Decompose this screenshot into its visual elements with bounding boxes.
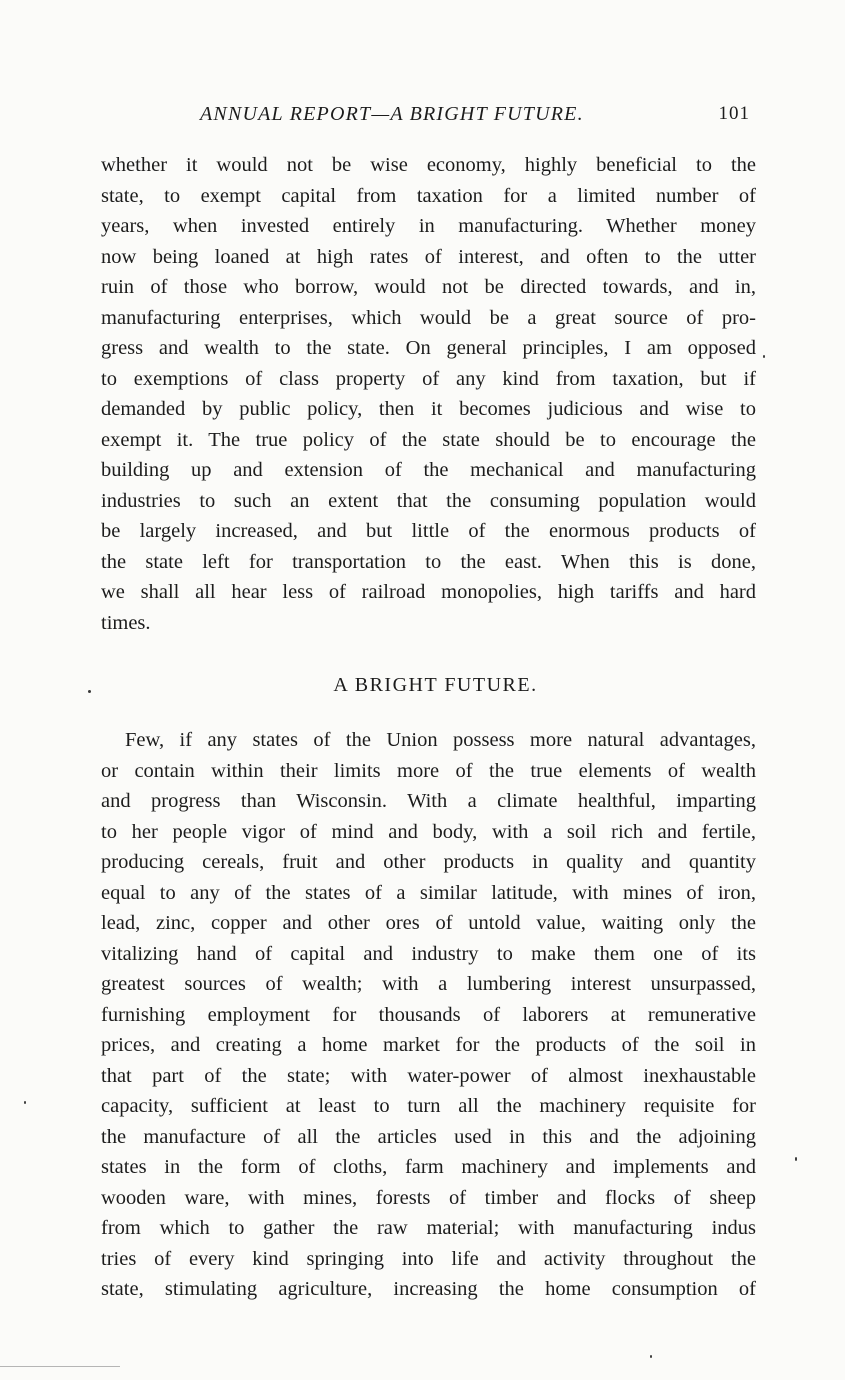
- text-line: industries to such an extent that the consuming population would: [101, 489, 756, 512]
- running-header: [200, 103, 750, 133]
- scan-speck: [795, 1157, 797, 1161]
- text-line: equal to any of the states of a similar latitude, with mines of iron,: [101, 881, 756, 904]
- page-number: 101: [718, 103, 750, 124]
- text-line: wooden ware, with mines, forests of timber and flocks of sheep: [101, 1186, 756, 1209]
- text-line: vitalizing hand of capital and industry to make them one of its: [101, 942, 756, 965]
- text-line: times.: [101, 611, 151, 634]
- text-line: prices, and creating a home market for the products of the soil in: [101, 1034, 756, 1056]
- text-line: greatest sources of wealth; with a lumbering interest unsurpassed,: [101, 973, 756, 995]
- section-heading: A BRIGHT FUTURE.: [333, 674, 538, 696]
- text-line: state, to exempt capital from taxation for a limited number of: [101, 184, 756, 207]
- paragraph-manufacturing-exemption: [101, 150, 756, 638]
- text-line: ruin of those who borrow, would not be directed towards, and in,: [101, 276, 756, 298]
- text-line: we shall all hear less of railroad monopolies, high tariffs and hard: [101, 581, 756, 603]
- text-line: states in the form of cloths, farm machinery and implements and: [101, 1156, 756, 1178]
- text-line: tries of every kind springing into life and activity throughout the: [101, 1247, 756, 1270]
- text-line: now being loaned at high rates of interest, and often to the utter: [101, 245, 756, 268]
- text-line: that part of the state; with water-power of almost inexhaustable: [101, 1064, 756, 1087]
- scan-speck: [650, 1355, 652, 1358]
- text-line: be largely increased, and but little of the enormous products of: [101, 520, 756, 542]
- paragraph-bright-future: [101, 725, 756, 1305]
- text-line: or contain within their limits more of the true elements of wealth: [101, 759, 756, 782]
- text-line: the manufacture of all the articles used in this and the adjoining: [101, 1125, 756, 1148]
- running-title: ANNUAL REPORT—A BRIGHT FUTURE.: [200, 103, 584, 125]
- text-line: whether it would not be wise economy, highly beneficial to the: [101, 154, 756, 176]
- text-line: furnishing employment for thousands of laborers at remunerative: [101, 1003, 756, 1026]
- scan-speck: [88, 690, 91, 693]
- scan-speck: [24, 1101, 26, 1104]
- text-line: demanded by public policy, then it becomes judicious and wise to: [101, 398, 756, 420]
- text-line: to exemptions of class property of any kind from taxation, but if: [101, 367, 756, 390]
- text-line: manufacturing enterprises, which would be a great source of pro-: [101, 306, 756, 329]
- text-line: building up and extension of the mechanical and manufacturing: [101, 459, 756, 481]
- text-line: state, stimulating agriculture, increasing the home consumption of: [101, 1278, 756, 1300]
- text-line: exempt it. The true policy of the state should be to encourage the: [101, 428, 756, 451]
- text-line: Few, if any states of the Union possess more natural advantages,: [125, 729, 756, 751]
- text-line: to her people vigor of mind and body, with a soil rich and fertile,: [101, 820, 756, 843]
- text-line: and progress than Wisconsin. With a climate healthful, imparting: [101, 790, 756, 812]
- scan-speck: [763, 355, 765, 358]
- page-edge-rule: [0, 1366, 120, 1367]
- text-line: from which to gather the raw material; with manufacturing indus: [101, 1217, 756, 1239]
- text-line: gress and wealth to the state. On general principles, I am opposed: [101, 337, 756, 359]
- text-line: years, when invested entirely in manufacturing. Whether money: [101, 215, 756, 237]
- text-line: lead, zinc, copper and other ores of untold value, waiting only the: [101, 912, 756, 934]
- text-line: the state left for transportation to the east. When this is done,: [101, 550, 756, 573]
- text-line: capacity, sufficient at least to turn all the machinery requisite for: [101, 1095, 756, 1117]
- text-line: producing cereals, fruit and other products in quality and quantity: [101, 851, 756, 873]
